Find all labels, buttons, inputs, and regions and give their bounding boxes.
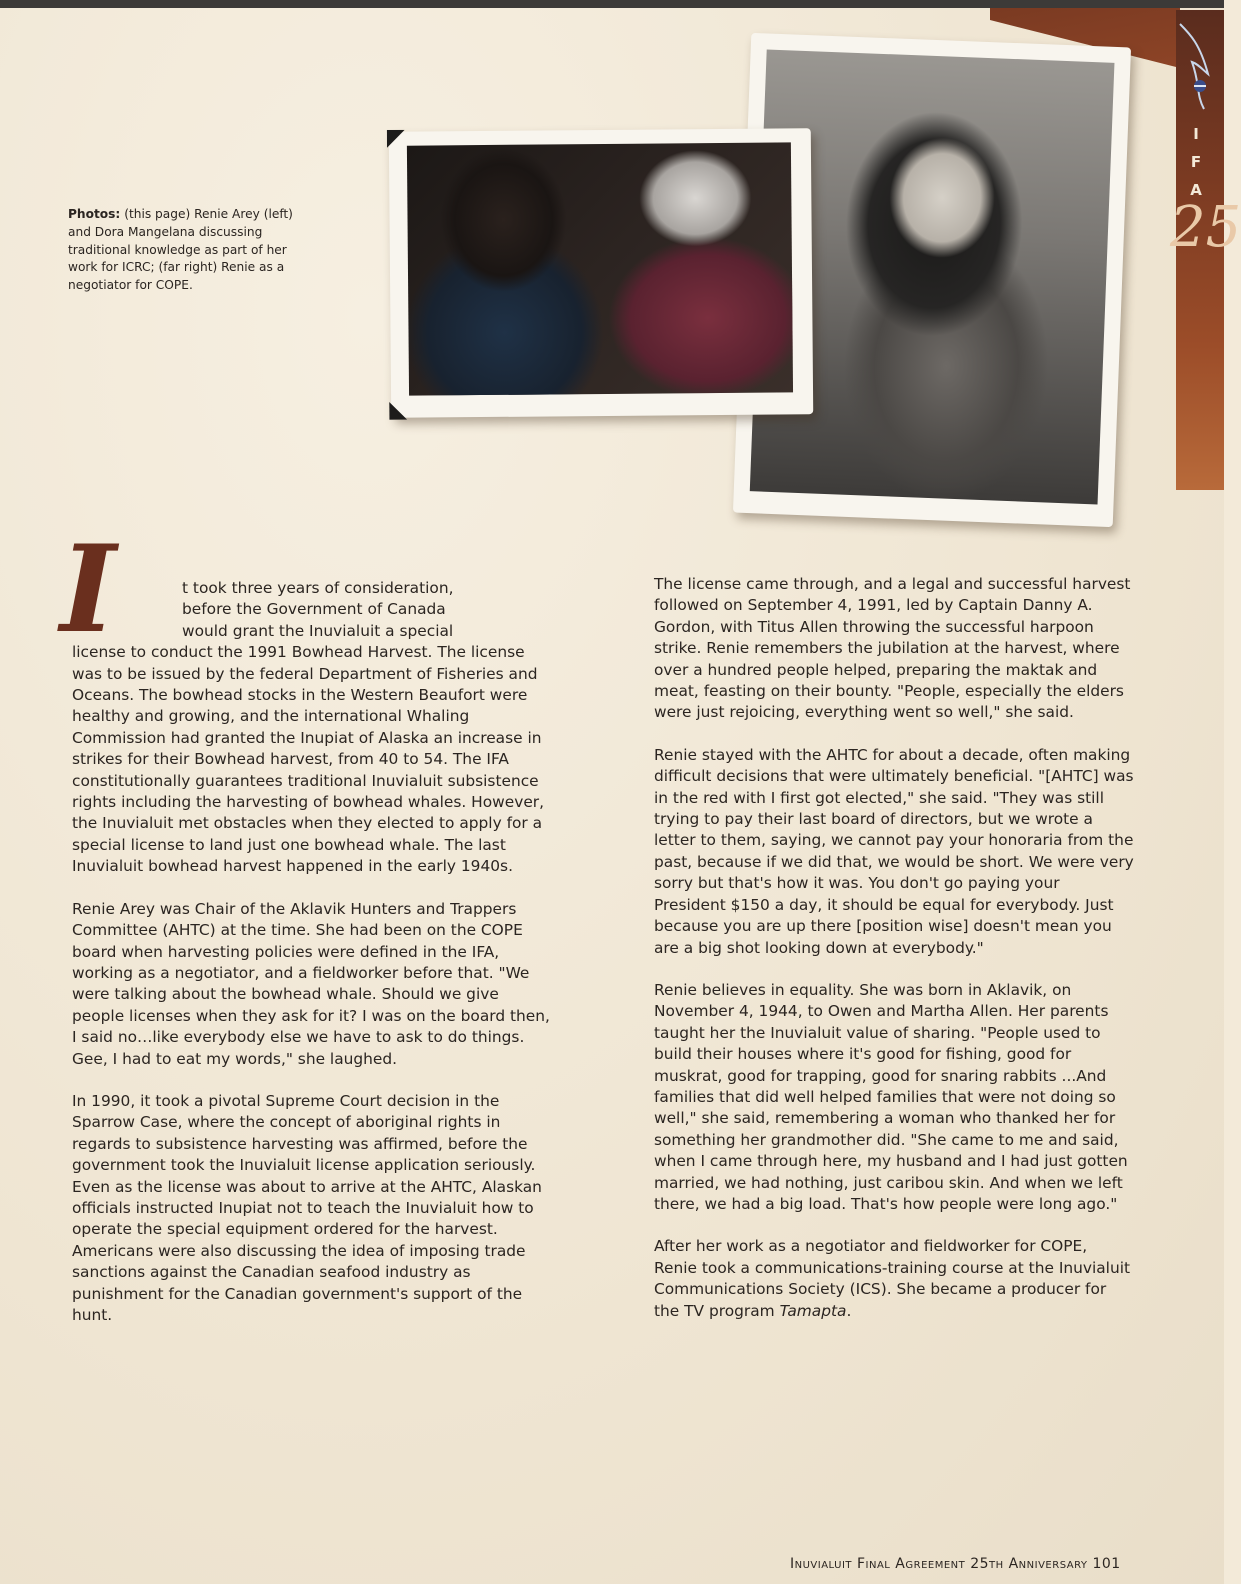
tv-program-title: Tamapta bbox=[779, 1301, 847, 1320]
article-paragraph-6: Renie believes in equality. She was born in Aklavik, on November 4, 1944, to Owen and Martha Allen. Her parents taught her the Inuvialuit value of sharing. "People used to build their houses where it's good for fishing, good for muskrat, good for trapping, good for snaring rabbits ...And families that did well helped families that were not doing so well," she said, remembering a woman who thanked her for something her grandmother did. "She came to me and said, when I came through here, my husband and I had just gotten married, we had nothing, just caribou skin. And when we left there, we had a big load. That's how people were long ago." bbox=[654, 980, 1128, 1213]
article-paragraph-4: The license came through, and a legal and successful harvest followed on September 4, 1991, led by Captain Danny A. Gordon, with Titus Allen throwing the successful harpoon strike. Renie remembers the jubilation at the harvest, where over a hundred people helped, preparing the maktak and meat, feasting on their bounty. "People, especially the elders were just rejoicing, everything went so well," she said. bbox=[654, 575, 1131, 722]
photo-corner bbox=[389, 402, 407, 420]
article-paragraph-3: In 1990, it took a pivotal Supreme Court decision in the Sparrow Case, where the concept of aboriginal rights in regards to subsistence harvesting was affirmed, before the government took the Inuvialuit license application seriously. Even as the license was about to arrive at the AHTC, Alaskan officials instructed Inupiat not to teach the Inuvialuit how to operate the special equipment ordered for the harvest. Americans were also discussing the idea of imposing trade sanctions against the Canadian seafood industry as punishment for the Canadian government's support of the hunt. bbox=[72, 1091, 542, 1324]
intro-line: t took three years of consideration, bbox=[182, 579, 454, 597]
intro-line: would grant the Inuvialuit a special bbox=[182, 621, 454, 640]
photo-renie-and-dora bbox=[389, 128, 813, 418]
tab-letter-2: F bbox=[1190, 153, 1202, 171]
article-column-left bbox=[72, 578, 552, 1347]
article-paragraph-2: Renie Arey was Chair of the Aklavik Hunters and Trappers Committee (AHTC) at the time. She had been on the COPE board when harvesting policies were defined in the IFA, working as a negotiator, and a fieldworker before that. "We were talking about the bowhead whale. Should we give people licenses when they ask for it? I was on the board then, I said no…like everybody else we have to ask to do things. Gee, I had to eat my words," she laughed. bbox=[72, 899, 550, 1068]
article-paragraph-1 bbox=[72, 578, 552, 878]
tab-number: 25 bbox=[1170, 195, 1241, 260]
caption-text: (this page) Renie Arey (left) and Dora Mangelana discussing traditional knowledge as part of her work for ICRC; (far right) Renie as a negotiator for COPE. bbox=[68, 207, 293, 293]
tab-letter-3: A bbox=[1190, 181, 1202, 199]
photo-caption bbox=[68, 206, 304, 295]
paragraph-text: After her work as a negotiator and fieldworker for COPE, Renie took a communications-training course at the Inuvialuit Communications Society (ICS). She became a producer for the TV program bbox=[654, 1237, 1131, 1320]
article-paragraph-7 bbox=[654, 1236, 1134, 1322]
paragraph-end: . bbox=[846, 1301, 852, 1320]
intro-line: before the Government of Canada bbox=[182, 600, 446, 619]
footer-title: Inuvialuit Final Agreement 25th Anniversary bbox=[790, 1556, 1088, 1572]
photo-image bbox=[407, 142, 793, 395]
caption-label: Photos: bbox=[68, 207, 121, 221]
top-rule bbox=[0, 0, 1224, 8]
article-paragraph-5: Renie stayed with the AHTC for about a decade, often making difficult decisions that were ultimately beneficial. "[AHTC] was in the red with I first got elected," she said. "They was still trying to pay their last board of directors, but we wrote a letter to them, saying, we cannot pay your honoraria from the past, because if we did that, we would be short. We were very sorry but that's how it was. You don't go paying your President $150 a day, it should be equal for everybody. Just because you are up there [position wise] doesn't mean you are a big shot looking down at everybody." bbox=[654, 745, 1134, 957]
page-number: 101 bbox=[1092, 1556, 1121, 1572]
whale-emblem-icon bbox=[1170, 14, 1218, 114]
article-column-right bbox=[654, 574, 1134, 1343]
tab-letter-1: I bbox=[1193, 125, 1199, 143]
page-footer bbox=[790, 1556, 1190, 1572]
drop-cap: I bbox=[60, 519, 117, 660]
paragraph-text: license to conduct the 1991 Bowhead Harvest. The license was to be issued by the federal Department of Fisheries and Oceans. The bowhead stocks in the Western Beaufort were healthy and growing, and the international Whaling Commission had granted the Inupiat of Alaska an increase in strikes for their Bowhead harvest, from 40 to 54. The IFA constitutionally guarantees traditional Inuvialuit subsistence rights including the harvesting of bowhead whales. However, the Inuvialuit met obstacles when they elected to apply for a special license to land just one bowhead whale. The last Inuvialuit bowhead harvest happened in the early 1940s. bbox=[72, 643, 545, 876]
photo-corner bbox=[387, 130, 405, 148]
